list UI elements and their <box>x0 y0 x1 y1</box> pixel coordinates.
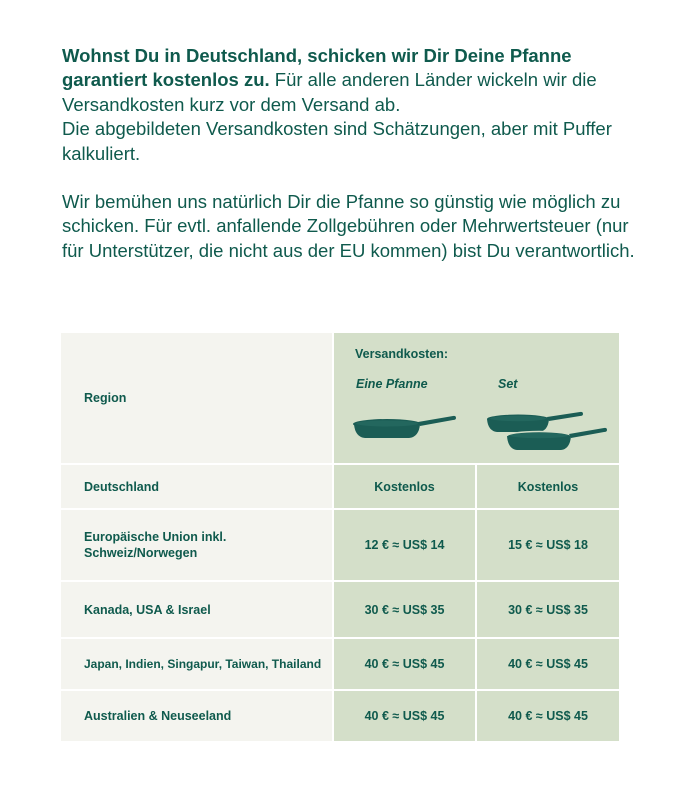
column-label-one-pan: Eine Pfanne <box>356 377 428 391</box>
price-set-cell: Kostenlos <box>475 465 619 508</box>
intro-bold-statement: Wohnst Du in Deutschland, schicken wir Dir Deine Pfanne garantiert kostenlos zu. <box>62 45 572 91</box>
table-row <box>61 508 619 580</box>
price-one-pan-cell: 12 € ≈ US$ 14 <box>332 510 475 580</box>
price-set-cell: 40 € ≈ US$ 45 <box>475 639 619 689</box>
region-cell: Deutschland <box>61 465 332 508</box>
price-one-pan-cell: 40 € ≈ US$ 45 <box>332 691 475 741</box>
table-row <box>61 463 619 508</box>
table-row <box>61 580 619 637</box>
price-one-pan-cell: 40 € ≈ US$ 45 <box>332 639 475 689</box>
region-header: Region <box>61 333 332 463</box>
region-cell: Europäische Union inkl. Schweiz/Norwegen <box>61 510 332 580</box>
frying-pan-icon <box>352 411 460 443</box>
region-cell: Kanada, USA & Israel <box>61 582 332 637</box>
intro-paragraph-2: Wir bemühen uns natürlich Dir die Pfanne so günstig wie möglich zu schicken. Für evtl. anfallende Zollgebühren oder Mehrwertsteuer (nur für Unterstützer, die nicht aus der EU kommen) bist Du verantwortlich. <box>62 191 635 261</box>
shipping-costs-header <box>332 333 619 463</box>
shipping-costs-title: Versandkosten: <box>355 347 449 361</box>
table-header-row <box>61 333 619 463</box>
price-one-pan-cell: Kostenlos <box>332 465 475 508</box>
intro-text-part-1: Für alle anderen Länder wickeln wir die Versandkosten kurz vor dem Versand ab. <box>62 69 597 115</box>
intro-paragraph-1 <box>62 44 642 166</box>
intro-text <box>62 44 642 263</box>
column-label-set: Set <box>498 377 518 391</box>
price-set-cell: 15 € ≈ US$ 18 <box>475 510 619 580</box>
table-row <box>61 689 619 741</box>
region-cell: Japan, Indien, Singapur, Taiwan, Thailand <box>61 639 332 689</box>
two-frying-pans-icon <box>484 407 609 457</box>
price-one-pan-cell: 30 € ≈ US$ 35 <box>332 582 475 637</box>
price-set-cell: 30 € ≈ US$ 35 <box>475 582 619 637</box>
table-row <box>61 637 619 689</box>
shipping-cost-table <box>61 333 619 741</box>
region-cell: Australien & Neuseeland <box>61 691 332 741</box>
intro-text-part-2: Die abgebildeten Versandkosten sind Schätzungen, aber mit Puffer kalkuliert. <box>62 118 612 164</box>
price-set-cell: 40 € ≈ US$ 45 <box>475 691 619 741</box>
